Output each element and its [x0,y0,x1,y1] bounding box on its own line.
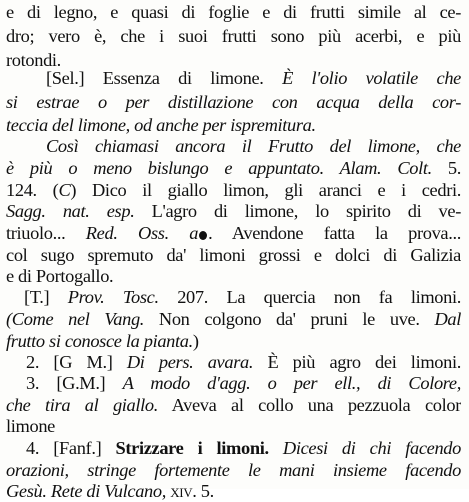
text-line [6,266,461,287]
text-line [46,68,461,89]
text-run: C [58,180,71,200]
text-run: . 5. [192,481,214,501]
text-run: È l'olio volatile che [282,68,461,88]
text-line [24,287,461,308]
text-run: 207. La quercia non fa limoni. [158,287,461,307]
text-run: Gesù. Rete di Vulcano, [6,481,166,501]
text-run: A modo d'agg. o per ell., di Colore, [122,373,461,393]
text-line [6,309,461,330]
text-line [6,115,461,136]
text-run: che tira al giallo. [6,395,159,415]
text-line [6,395,461,416]
text-run: orazioni, stringe fortemente le mani insieme facendo [6,460,461,480]
text-run: frutto si conosce la pianta. [6,331,193,351]
text-line [6,416,461,437]
text-run: Strizzare i limoni. [115,438,269,458]
text-line [6,26,461,47]
text-run: Prov. Tosc. [67,287,159,307]
text-line [6,201,461,222]
text-run: 5. [431,158,461,178]
text-run: Dal [434,309,461,329]
text-run: Sagg. nat. esp. [6,201,135,221]
text-line [6,331,461,352]
text-run: Di pers. avara. [126,352,254,372]
text-line [6,460,461,481]
text-run: Aveva al collo una pezzuola color [158,395,461,415]
text-run: L'agro di limone, lo spirito di ve- [134,201,461,221]
text-run: e di Portogallo. [6,266,114,286]
text-run: teccia del limone, od anche per ispremitura. [6,115,316,135]
text-line [26,373,461,394]
text-run: triuolo... [6,223,86,243]
text-run: xiv [170,481,193,501]
text-run: 4. [Fanf.] [26,438,116,458]
text-run: ) Dico il giallo limon, gli aranci e i cedri. [70,180,461,200]
text-run: si estrae o per distillazione con acqua della cor- [6,92,461,112]
text-run: limone [6,416,55,436]
ink-blot [199,231,207,240]
text-run: Così chiamasi ancora il Frutto del limone, che [46,136,461,156]
text-line [6,2,461,23]
text-run: e di legno, e quasi di foglie e di frutti simile al ce- [6,2,461,22]
text-run: 3. [G.M.] [26,373,123,393]
text-line [6,481,461,502]
text-line [6,92,461,113]
text-line [6,223,461,244]
text-run: Dicesi di chi facendo [268,438,461,458]
text-run: [Sel.] Essenza di limone. [46,68,283,88]
text-run: (Come nel Vang. [6,309,145,329]
text-run: rotondi. [6,50,61,70]
text-run: 124. ( [6,180,59,200]
text-run: col sugo spremuto da' limoni grossi e dolci di Galizia [6,245,461,265]
text-line [26,352,461,373]
text-line [6,180,461,201]
text-run: è più o meno bislungo e appuntato. Alam. Colt. [6,158,432,178]
text-line [46,136,461,157]
text-run: È più agro dei limoni. [253,352,461,372]
text-run: dro; vero è, che i suoi frutti sono più acerbi, e più [6,26,461,46]
text-line [6,245,461,266]
text-run: Non colgono da' pruni le uve. [144,309,435,329]
text-run: ) [192,331,199,351]
text-line [26,438,461,459]
text-line [6,158,461,179]
text-run: Red. Oss. a [85,223,199,243]
text-run: [T.] [24,287,68,307]
text-run: . Avendone fatta la prova... [208,223,461,243]
text-run: 2. [G M.] [26,352,127,372]
